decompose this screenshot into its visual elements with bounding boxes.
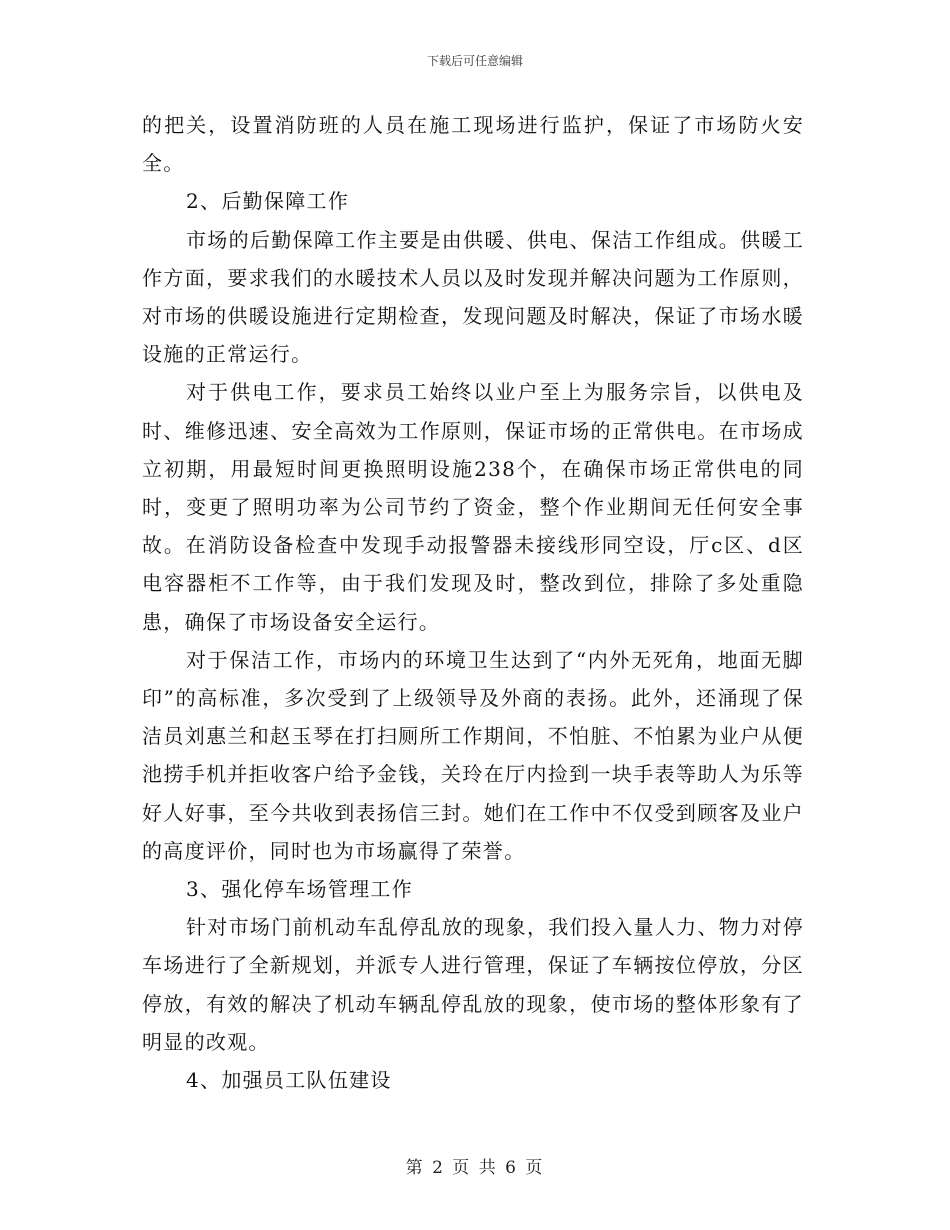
paragraph-logistics: 市场的后勤保障工作主要是由供暖、供电、保洁工作组成。供暖工作方面，要求我们的水暖技术人员以及时发现并解决问题为工作原则，对市场的供暖设施进行定期检查，发现问题及时解决，保证了市场水暖设施的正常运行。 (142, 227, 804, 367)
section-heading-parking: 3、强化停车场管理工作 (186, 877, 414, 902)
section-heading-logistics: 2、后勤保障工作 (186, 189, 350, 214)
paragraph-continuation: 的把关，设置消防班的人员在施工现场进行监护，保证了市场防火安全。 (142, 113, 804, 176)
paragraph-power-supply: 对于供电工作，要求员工始终以业户至上为服务宗旨，以供电及时、维修迅速、安全高效为工作原则，保证市场的正常供电。在市场成立初期，用最短时间更换照明设施238个，在确保市场正常供电的同时，变更了照明功率为公司节约了资金，整个作业期间无任何安全事故。在消防设备检查中发现手动报警器未接线形同空设，厅c区、d区电容器柜不工作等，由于我们发现及时，整改到位，排除了多处重隐患，确保了市场设备安全运行。 (142, 380, 804, 634)
paragraph-cleaning: 对于保洁工作，市场内的环境卫生达到了“内外无死角，地面无脚印”的高标准，多次受到了上级领导及外商的表扬。此外，还涌现了保洁员刘惠兰和赵玉琴在打扫厕所工作期间，不怕脏、不怕累为业户从便池捞手机并拒收客户给予金钱，关玲在厅内捡到一块手表等助人为乐等好人好事，至今共收到表扬信三封。她们在工作中不仅受到顾客及业户的高度评价，同时也为市场赢得了荣誉。 (142, 647, 804, 863)
section-heading-staff: 4、加强员工队伍建设 (186, 1068, 392, 1093)
paragraph-parking: 针对市场门前机动车乱停乱放的现象，我们投入量人力、物力对停车场进行了全新规划，并派专人进行管理，保证了车辆按位停放，分区停放，有效的解决了机动车辆乱停乱放的现象，使市场的整体形象有了明显的改观。 (142, 915, 804, 1054)
page-footer: 第 2 页 共 6 页 (405, 1158, 545, 1178)
page-header: 下载后可任意编辑 (426, 54, 523, 68)
document-body (142, 106, 804, 1099)
